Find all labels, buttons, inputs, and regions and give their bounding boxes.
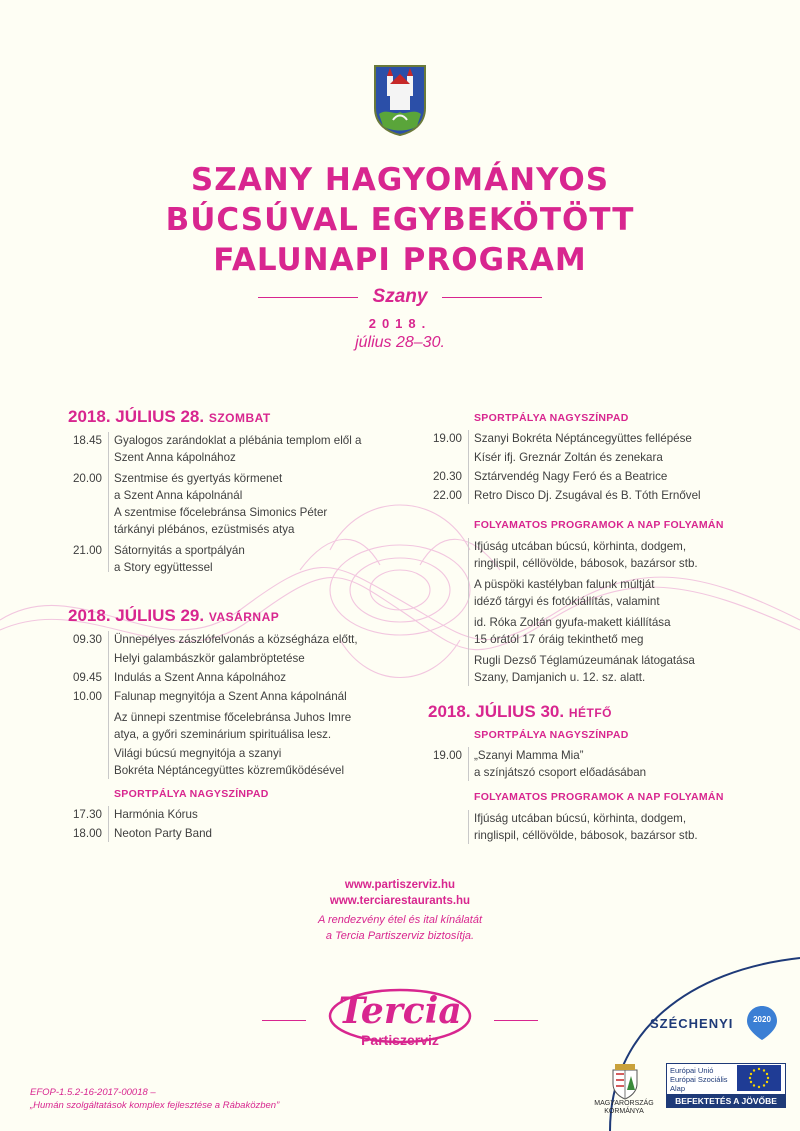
divider-left [258, 297, 358, 298]
divider-left [262, 1020, 306, 1021]
tercia-logo-sub: Partiszerviz [361, 1032, 439, 1048]
item-text: Retro Disco Dj. Zsugával és B. Tóth Ernővel [474, 489, 701, 502]
right-stage-title: SPORTPÁLYA NAGYSZÍNPAD [474, 412, 629, 424]
day2-heading [68, 606, 279, 626]
item-time: 17.30 [72, 808, 102, 821]
item-text: id. Róka Zoltán gyufa-makett kiállítása [474, 616, 671, 629]
right-cont-title: FOLYAMATOS PROGRAMOK A NAP FOLYAMÁN [474, 519, 724, 531]
eu-label [670, 1066, 728, 1093]
eu-line-2: Európai Szociális [670, 1075, 728, 1084]
item-text: a Story együttessel [114, 561, 213, 574]
efop-note [30, 1086, 279, 1112]
eu-line-1: Európai Unió [670, 1066, 714, 1075]
item-text: a színjátszó csoport előadásában [474, 766, 647, 779]
date-range: július 28–30. [355, 334, 445, 351]
government-label [588, 1100, 660, 1116]
item-text: Az ünnepi szentmise főcelebránsa Juhos Imre [114, 711, 352, 724]
investment-banner: BEFEKTETÉS A JÖVŐBE [666, 1094, 786, 1108]
item-text: Helyi galambászkör galambröptetése [114, 652, 305, 665]
place-name: Szany [372, 286, 428, 307]
catering-note-1: A rendezvény étel és ital kínálatát [317, 914, 483, 926]
item-text: a Szent Anna kápolnánál [114, 489, 243, 502]
item-text: Sátornyitás a sportpályán [114, 544, 245, 557]
item-time: 19.00 [432, 749, 462, 762]
item-time: 18.45 [72, 434, 102, 447]
item-text: 15 órától 17 óráig tekinthető meg [474, 633, 644, 646]
szechenyi-year: 2020 [753, 1015, 771, 1024]
efop-line-1: EFOP-1.5.2-16-2017-00018 – [30, 1087, 156, 1098]
efop-line-2: „Humán szolgáltatások komplex fejlesztése a Rábaközben” [30, 1100, 280, 1111]
day3-stage-title: SPORTPÁLYA NAGYSZÍNPAD [474, 729, 629, 741]
day3-date: 2018. JÚLIUS 30. [428, 702, 565, 721]
item-text: ringlispil, céllövölde, bábosok, bazársor stb. [474, 829, 698, 842]
item-text: Szentmise és gyertyás körmenet [114, 472, 283, 485]
day1-heading [68, 407, 271, 427]
item-text: atya, a győri szeminárium spirituálisa lesz. [114, 728, 332, 741]
item-time: 09.30 [72, 633, 102, 646]
item-text: idéző tárgyi és fotókiállítás, valamint [474, 595, 660, 608]
government-line-2: KORMÁNYA [604, 1108, 644, 1115]
item-time: 20.30 [432, 470, 462, 483]
item-time: 10.00 [72, 690, 102, 703]
item-text: Ifjúság utcában búcsú, körhinta, dodgem, [474, 540, 687, 553]
divider-line [108, 432, 109, 572]
title-line-1: SZANY HAGYOMÁNYOS [190, 162, 610, 198]
divider-line [468, 538, 469, 686]
item-time: 20.00 [72, 472, 102, 485]
year: 2018. [368, 316, 432, 331]
item-text: A szentmise főcelebránsa Simonics Péter [114, 506, 328, 519]
coat-of-arms-logo [373, 64, 427, 136]
day2-stage-title: SPORTPÁLYA NAGYSZÍNPAD [114, 788, 269, 800]
item-text: Sztárvendég Nagy Feró és a Beatrice [474, 470, 668, 483]
divider-right [494, 1020, 538, 1021]
item-text: „Szanyi Mamma Mia” [474, 749, 584, 762]
day2-date: 2018. JÚLIUS 29. [68, 606, 205, 625]
hungary-crest-icon [610, 1060, 640, 1100]
item-text: Falunap megnyitója a Szent Anna kápolnánál [114, 690, 347, 703]
divider-line [468, 747, 469, 781]
item-text: tárkányi plébános, ezüstmisés atya [114, 523, 295, 536]
day1-dayname: SZOMBAT [208, 411, 271, 425]
item-text: Gyalogos zarándoklat a plébánia templom elől a [114, 434, 362, 447]
day2-dayname: VASÁRNAP [208, 610, 280, 624]
item-text: Világi búcsú megnyitója a szanyi [114, 747, 282, 760]
item-time: 22.00 [432, 489, 462, 502]
website-link-2[interactable]: www.terciarestaurants.hu [329, 895, 471, 907]
item-text: Ünnepélyes zászlófelvonás a községháza előtt, [114, 633, 358, 646]
divider-line [468, 810, 469, 844]
szechenyi-logo-text: SZÉCHENYI [650, 1016, 734, 1031]
divider-line [108, 806, 109, 842]
divider-line [468, 430, 469, 504]
catering-note-2: a Tercia Partiszerviz biztosítja. [325, 930, 475, 942]
item-text: Szanyi Bokréta Néptáncegyüttes fellépése [474, 432, 692, 445]
item-text: Rugli Dezső Téglamúzeumának látogatása [474, 654, 695, 667]
item-text: Szent Anna kápolnához [114, 451, 236, 464]
eu-flag-icon [737, 1065, 781, 1091]
item-time: 21.00 [72, 544, 102, 557]
place-row [0, 286, 800, 308]
tercia-logo [326, 986, 474, 1052]
item-text: Indulás a Szent Anna kápolnához [114, 671, 287, 684]
item-text: A püspöki kastélyban falunk múltját [474, 578, 655, 591]
eu-line-3: Alap [670, 1084, 686, 1093]
item-time: 09.45 [72, 671, 102, 684]
item-text: Neoton Party Band [114, 827, 212, 840]
divider-right [442, 297, 542, 298]
item-time: 19.00 [432, 432, 462, 445]
divider-line [108, 631, 109, 779]
item-text: Kísér ifj. Greznár Zoltán és zenekara [474, 451, 663, 464]
day1-date: 2018. JÚLIUS 28. [68, 407, 205, 426]
item-text: Ifjúság utcában búcsú, körhinta, dodgem, [474, 812, 687, 825]
item-text: Bokréta Néptáncegyüttes közreműködésével [114, 764, 345, 777]
title-line-3: FALUNAPI PROGRAM [213, 242, 587, 278]
item-text: ringlispil, céllövölde, bábosok, bazársor stb. [474, 557, 698, 570]
government-line-1: MAGYARORSZÁG [594, 1100, 654, 1107]
website-link-1[interactable]: www.partiszerviz.hu [344, 879, 456, 891]
tercia-logo-text: Tercia [338, 990, 462, 1032]
title-line-2: BÚCSÚVAL EGYBEKÖTÖTT [165, 202, 635, 238]
day3-heading [428, 702, 612, 722]
item-text: Szany, Damjanich u. 12. sz. alatt. [474, 671, 646, 684]
item-time: 18.00 [72, 827, 102, 840]
day3-cont-title: FOLYAMATOS PROGRAMOK A NAP FOLYAMÁN [474, 791, 724, 803]
item-text: Harmónia Kórus [114, 808, 198, 821]
day3-dayname: HÉTFŐ [568, 706, 612, 720]
